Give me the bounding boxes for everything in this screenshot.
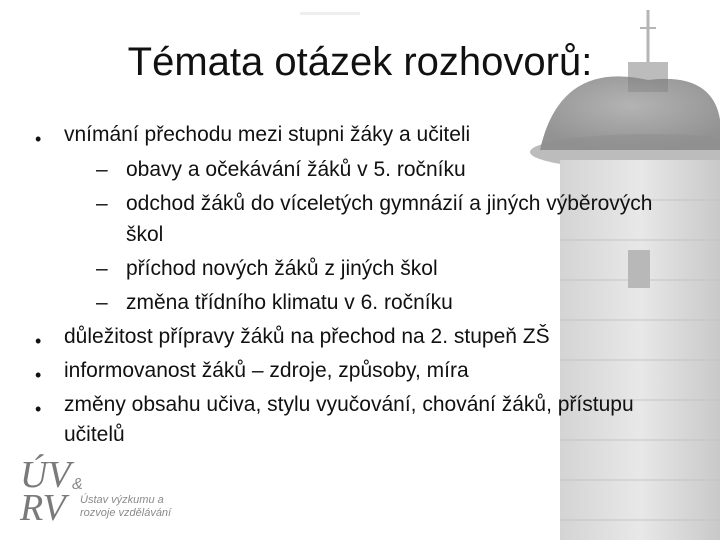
dash-marker: –	[96, 158, 108, 181]
slide-title: Témata otázek rozhovorů:	[127, 40, 593, 84]
dash-marker: –	[96, 291, 108, 314]
list-item: vnímání přechodu mezi stupni žáky a učiteli	[64, 123, 471, 146]
list-item-continuation: učitelů	[64, 423, 125, 446]
logo-ampersand: &	[72, 476, 83, 493]
sub-list-item: odchod žáků do víceletých gymnázií a jiných výběrových	[126, 192, 653, 215]
sub-list-item: příchod nových žáků z jiných škol	[126, 257, 438, 280]
bullet-marker: •	[35, 129, 42, 149]
logo-subtitle-1: Ústav výzkumu a	[80, 494, 164, 506]
sub-list-item: obavy a očekávání žáků v 5. ročníku	[126, 158, 466, 181]
dash-marker: –	[96, 192, 108, 215]
sub-list-item-continuation: škol	[126, 223, 164, 246]
uvrv-logo	[20, 454, 195, 529]
sub-list-item: změna třídního klimatu v 6. ročníku	[126, 291, 453, 314]
list-item: důležitost přípravy žáků na přechod na 2. stupeň ZŠ	[64, 325, 550, 348]
bullet-marker: •	[35, 331, 42, 351]
logo-subtitle-2: rozvoje vzdělávání	[80, 507, 172, 519]
logo-line1: ÚV	[20, 454, 71, 496]
list-item: informovanost žáků – zdroje, způsoby, míra	[64, 359, 469, 382]
logo-line2: RV	[20, 487, 66, 529]
bullet-marker: •	[35, 399, 42, 419]
bullet-marker: •	[35, 365, 42, 385]
list-item: změny obsahu učiva, stylu vyučování, chování žáků, přístupu	[64, 393, 634, 416]
dash-marker: –	[96, 257, 108, 280]
